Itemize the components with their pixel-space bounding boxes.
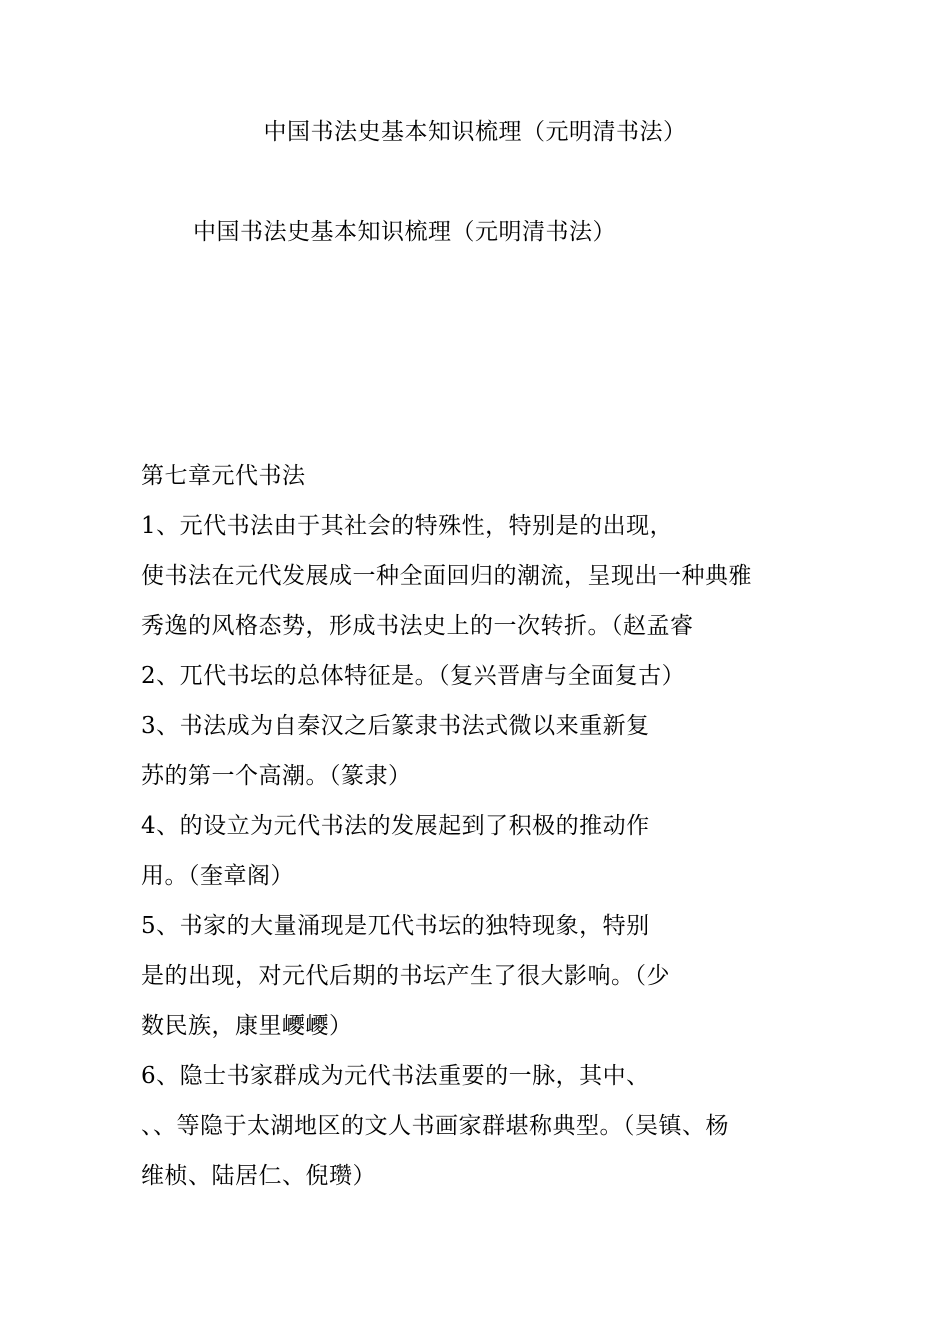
body-line: 用。（奎章阁） xyxy=(141,863,294,889)
body-line: 5、书家的大量涌现是兀代书坛的独特现象，特别 xyxy=(141,913,650,939)
body-line: 苏的第一个高潮。（篆隶） xyxy=(141,763,412,789)
body-line: 使书法在元代发展成一种全面回归的潮流，呈现出一种典雅 xyxy=(141,563,752,589)
body-line: 2、兀代书坛的总体特征是。（复兴晋唐与全面复古） xyxy=(141,663,686,689)
document-subtitle: 中国书法史基本知识梳理（元明清书法） xyxy=(193,219,616,245)
body-line: 维桢、陆居仁、倪瓒） xyxy=(141,1163,376,1189)
body-line: 是的出现，对元代后期的书坛产生了很大影响。（少 xyxy=(141,963,670,989)
body-line: 数民族，康里巎巎） xyxy=(141,1013,353,1039)
body-line: 秀逸的风格态势，形成书法史上的一次转折。（赵孟睿 xyxy=(141,613,694,639)
document-title: 中国书法史基本知识梳理（元明清书法） xyxy=(263,119,687,145)
chapter-heading: 第七章元代书法 xyxy=(141,463,306,489)
body-line: 3、书法成为自秦汉之后篆隶书法式微以来重新复 xyxy=(141,713,650,739)
body-line: 、、等隐于太湖地区的文人书画家群堪称典型。（吴镇、杨 xyxy=(141,1113,729,1139)
body-line: 6、隐士书家群成为元代书法重要的一脉，其中、 xyxy=(141,1063,650,1089)
body-line: 1、元代书法由于其社会的特殊性，特别是的出现， xyxy=(141,513,674,539)
body-line: 4、的设立为元代书法的发展起到了积极的推动作 xyxy=(141,813,650,839)
